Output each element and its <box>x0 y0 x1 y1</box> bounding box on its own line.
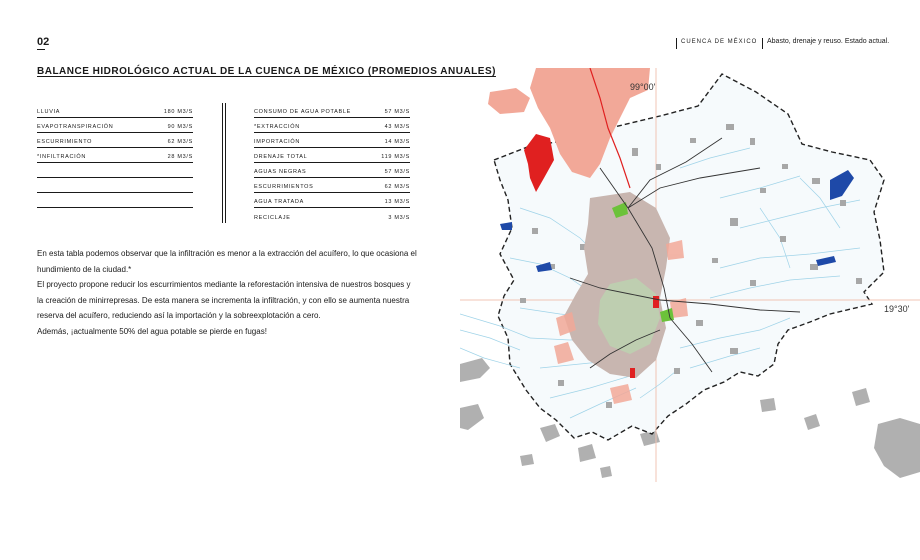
row-label: *EXTRACCIÓN <box>254 124 300 130</box>
table-row <box>254 118 410 133</box>
table-row <box>37 103 193 118</box>
row-value: 90 M3/S <box>167 124 193 130</box>
table-right-column <box>254 103 410 223</box>
table-row <box>37 208 193 223</box>
row-value: 180 M3/S <box>163 109 193 115</box>
row-value: 43 M3/S <box>384 124 410 130</box>
row-value: 57 M3/S <box>384 109 410 115</box>
table-row <box>254 208 410 223</box>
row-value: 28 M3/S <box>167 154 193 160</box>
latitude-label: 19°30' <box>884 304 910 314</box>
longitude-label: 99°00' <box>630 82 656 92</box>
row-label: AGUA TRATADA <box>254 199 304 205</box>
row-label: *INFILTRACIÓN <box>37 154 87 160</box>
page-number: 02 <box>37 36 50 48</box>
table-title: BALANCE HIDROLÓGICO ACTUAL DE LA CUENCA DE MÉXICO (PROMEDIOS ANUALES) <box>37 66 496 77</box>
body-text <box>37 246 417 339</box>
table-row <box>254 163 410 178</box>
table-row <box>37 118 193 133</box>
table-row <box>254 193 410 208</box>
row-label: IMPORTACIÓN <box>254 139 300 145</box>
row-label: RECICLAJE <box>254 215 291 221</box>
table-row <box>254 133 410 148</box>
paragraph: El proyecto propone reducir los escurrimientos mediante la reforestación intensiva de nuestros bosques y la creación de minirrepresas. De esta manera se incrementa la infiltración, y con ello se aumenta nuestra reserva del acuífero, reduciendo así la importación y la sobreexplotación a cero. <box>37 280 411 320</box>
row-value: 13 M3/S <box>384 199 410 205</box>
row-label: EVAPOTRANSPIRACIÓN <box>37 124 114 130</box>
paragraph: En esta tabla podemos observar que la infiltración es menor a la extracción del acuífero, lo que ocasiona el hundimiento de la ciudad.* <box>37 249 417 274</box>
table-left-column <box>37 103 193 223</box>
row-value: 119 M3/S <box>381 154 410 160</box>
red-marker <box>630 368 635 378</box>
row-value: 62 M3/S <box>167 139 193 145</box>
row-label: ESCURRIMIENTO <box>37 139 93 145</box>
urban-area <box>488 88 530 114</box>
basin-map <box>460 68 920 482</box>
table-divider <box>222 103 223 223</box>
row-value: 3 M3/S <box>388 215 410 221</box>
row-label: LLUVIA <box>37 109 61 115</box>
red-marker <box>653 296 659 308</box>
row-label: CONSUMO DE AGUA POTABLE <box>254 109 351 115</box>
table-divider <box>225 103 226 223</box>
table-row <box>37 178 193 193</box>
lake <box>500 222 512 230</box>
header-separator <box>762 38 763 49</box>
table-row <box>254 148 410 163</box>
table-row <box>37 133 193 148</box>
page-number-underline <box>37 49 45 50</box>
paragraph: Además, ¡actualmente 50% del agua potable se pierde en fugas! <box>37 326 267 336</box>
table-row <box>37 148 193 163</box>
row-label: AGUAS NEGRAS <box>254 169 307 175</box>
section-title: CUENCA DE MÉXICO <box>681 39 758 45</box>
row-value: 14 M3/S <box>384 139 410 145</box>
table-row <box>254 103 410 118</box>
row-label: ESCURRIMIENTOS <box>254 184 314 190</box>
row-label: DRENAJE TOTAL <box>254 154 308 160</box>
table-row <box>37 163 193 178</box>
row-value: 62 M3/S <box>384 184 410 190</box>
row-value: 57 M3/S <box>384 169 410 175</box>
table-row <box>254 178 410 193</box>
table-row <box>37 193 193 208</box>
header-separator <box>676 38 677 49</box>
section-description: Abasto, drenaje y reuso. Estado actual. <box>767 38 890 45</box>
